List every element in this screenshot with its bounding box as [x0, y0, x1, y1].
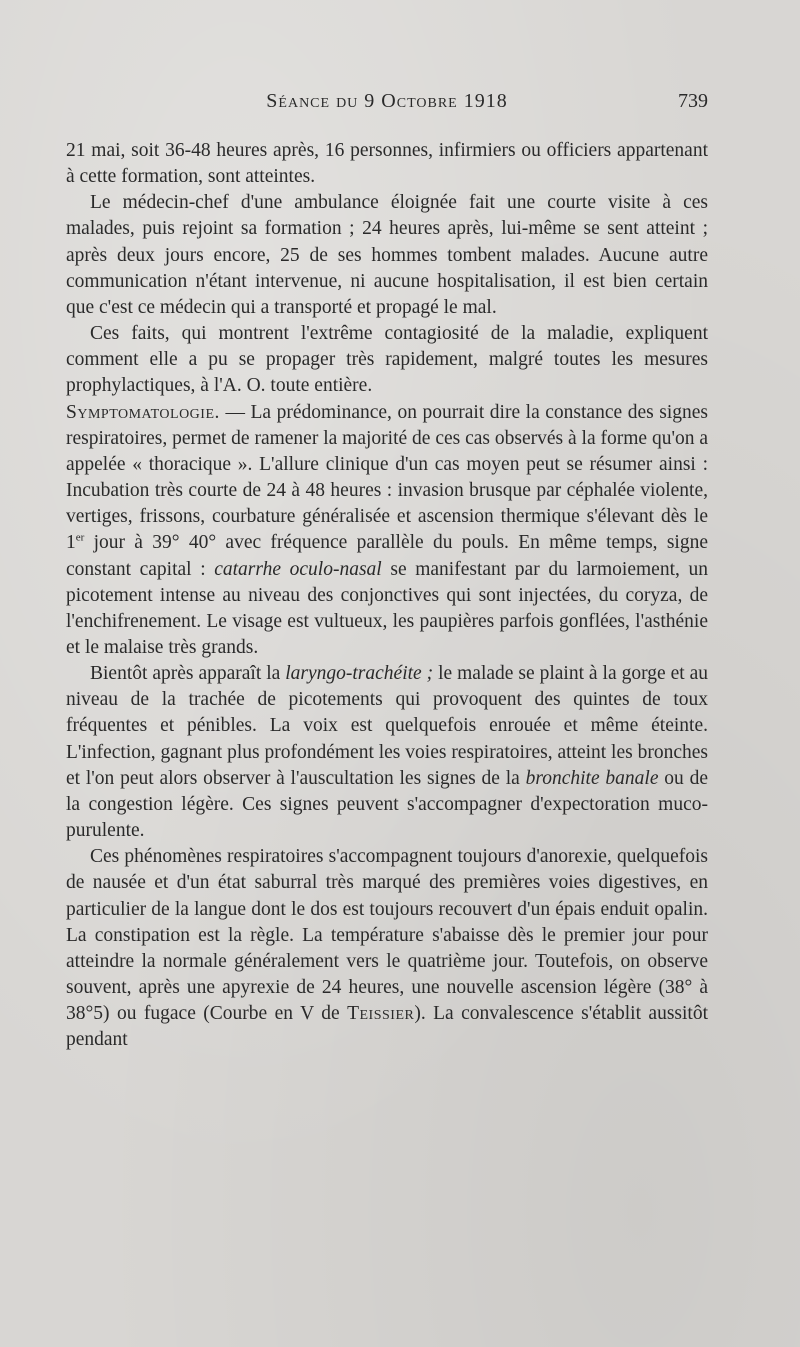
paragraph-3: Ces faits, qui montrent l'extrême contagiosité de la maladie, expliquent comment elle a pu se propager très rapidement, malgré toutes les mesures prophylactiques, à l'A. O. toute entière.	[66, 323, 708, 397]
paragraph-6-text-a: Ces phénomènes respiratoires s'accompagnent toujours d'anorexie, quelquefois de nausée et d'un état saburral très marqué des premières voies digestives, en particulier de la langue dont le dos est toujours recouvert d'un épais enduit opalin. La constipation est la règle. La température s'abaisse dès le premier jour pour atteindre la normale généralement vers le quatrième jour. Toutefois, on observe souvent, après une apyrexie de 24 heures, une nouvelle ascension légère (38° à 38°5) ou fugace (Courbe en V de	[66, 846, 708, 1025]
paragraph-2: Le médecin-chef d'une ambulance éloignée fait une courte visite à ces malades, puis rejoint sa formation ; 24 heures après, lui-même se sent atteint ; après deux jours encore, 25 de ses hommes tombent malades. Aucune autre communication n'étant intervenue, ni aucune hospitalisation, il est bien certain que c'est ce médecin qui a transporté et propagé le mal.	[66, 192, 708, 318]
paragraph-5-emphasis-1: laryngo-trachéite ;	[285, 663, 434, 685]
author-name-teissier: Teissier	[347, 1003, 415, 1025]
body-text	[66, 138, 708, 1053]
paragraph-6-text-b: ). La convalescence s'établit aussitôt pendant	[66, 1003, 708, 1051]
paragraph-5-text-a: Bientôt après apparaît la	[90, 663, 286, 685]
page-header	[66, 90, 708, 120]
paragraph-6	[66, 844, 708, 1053]
paragraph-5-text-c: ou de la congestion légère. Ces signes peuvent s'accompagner d'expectoration muco-purulente.	[66, 767, 709, 842]
page-number: 739	[678, 90, 708, 112]
paragraph-4-text-b: jour à 39° 40° avec fréquence parallèle du pouls. En même temps, signe constant capital :	[66, 532, 708, 580]
paragraph-4-emphasis: catarrhe oculo-nasal	[214, 558, 382, 580]
section-heading-symptomatologie: Symptomatologie.	[66, 401, 220, 423]
ordinal-number: 1	[66, 532, 76, 554]
paragraph-5	[66, 661, 708, 844]
paragraph-5-text-b: le malade se plaint à la gorge et au niveau de la trachée de picotements qui provoquent des quintes de toux fréquentes et pénibles. La voix est quelquefois enrouée et même éteinte. L'infection, gagnant plus profondément les voies respiratoires, atteint les bronches et l'on peut alors observer à l'auscultation les signes de la	[66, 663, 708, 789]
paragraph-4-text-a: — La prédominance, on pourrait dire la constance des signes respiratoires, permet de ramener la majorité de ces cas observés à la forme qu'on a appelée « thoracique ». L'allure clinique d'un cas moyen peut se résumer ainsi : Incubation très courte de 24 à 48 heures : invasion brusque par céphalée violente, vertiges, frissons, courbature généralisée et ascension thermique s'élevant dès le	[66, 401, 708, 528]
ordinal-superscript: er	[75, 531, 85, 544]
paragraph-5-emphasis-2: bronchite banale	[525, 767, 659, 789]
paragraph-4-text-c: se manifestant par du larmoiement, un picotement intense au niveau des conjonctives qui sont injectées, du coryza, de l'enchifrenement. Le visage est vultueux, les paupières parfois gonflées, l'asthénie et le malaise très grands.	[66, 558, 708, 658]
paragraph-1: 21 mai, soit 36-48 heures après, 16 personnes, infirmiers ou officiers appartenant à cette formation, sont atteintes.	[66, 140, 708, 188]
paragraph-4	[66, 400, 708, 662]
running-head: Séance du 9 Octobre 1918	[266, 90, 508, 112]
